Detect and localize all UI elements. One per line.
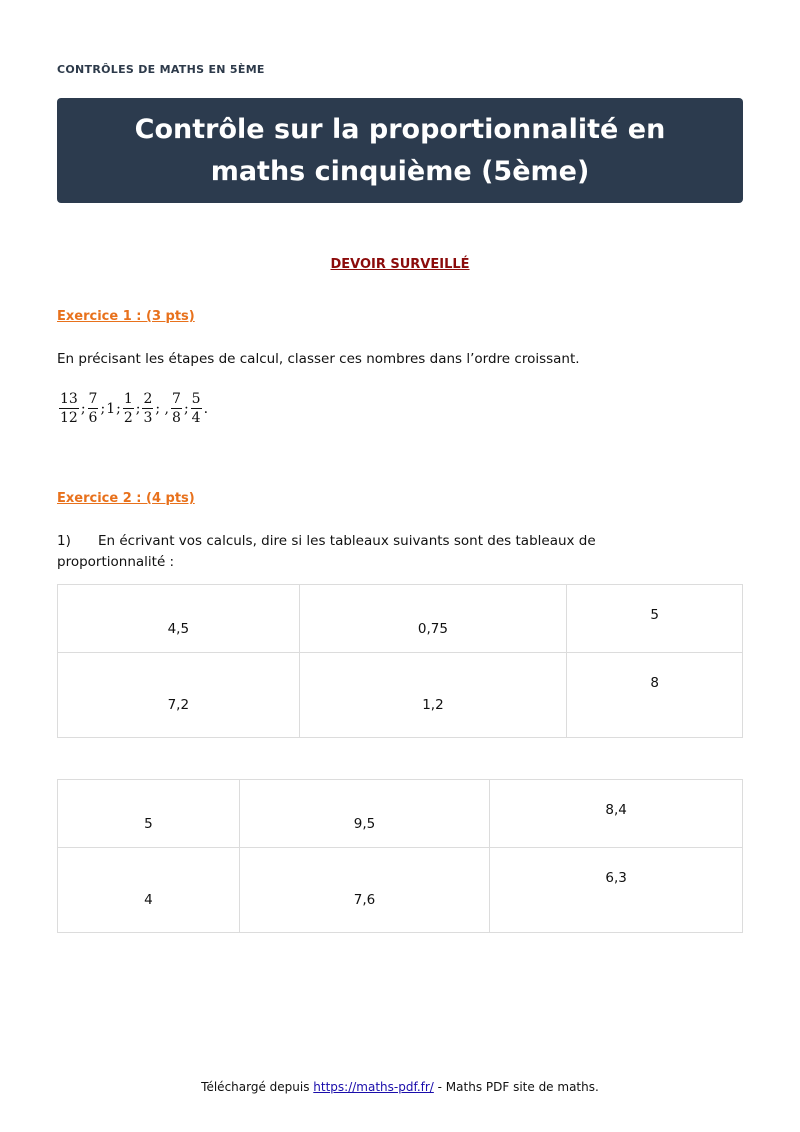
exercise2-question1 (57, 531, 697, 573)
table-cell: 4,5 (58, 585, 300, 653)
table-row (58, 653, 743, 738)
fraction-list: $\frac{13}{12}$ ; $\frac{7}{6}$ ; 1 ; $\frac{1}{2}$ ; $\frac{2}{3}$ ; , $\frac{7}{8}$ ; $\frac{5}{4}$ . (60, 391, 209, 426)
table-row (58, 780, 743, 848)
question-text: En écrivant vos calculs, dire si les tableaux suivants sont des tableaux de proportionnalité : (57, 533, 596, 570)
question-number: 1) (57, 533, 71, 549)
footer-prefix: Téléchargé depuis (201, 1080, 314, 1094)
footer (0, 1080, 800, 1094)
category-label: CONTRÔLES DE MATHS EN 5ÈME (57, 63, 265, 76)
table-cell: 4 (58, 848, 240, 933)
footer-link[interactable]: https://maths-pdf.fr/ (313, 1080, 434, 1094)
whole-number: 1 (106, 401, 116, 417)
fraction: $\frac{13}{12}$ (60, 391, 78, 426)
table-row (58, 848, 743, 933)
table-cell: 6,3 (490, 848, 743, 933)
table-cell: 0,75 (299, 585, 567, 653)
proportion-table-2 (57, 779, 743, 933)
table-cell: 8 (567, 653, 743, 738)
table-cell: 7,6 (239, 848, 490, 933)
table-cell: 5 (58, 780, 240, 848)
footer-suffix: - Maths PDF site de maths. (433, 1080, 599, 1094)
table-cell: 1,2 (299, 653, 567, 738)
fraction: $\frac{5}{4}$ (191, 391, 201, 426)
table-cell: 5 (567, 585, 743, 653)
fraction: $\frac{1}{2}$ (123, 391, 133, 426)
page-title: Contrôle sur la proportionnalité en maths cinquième (5ème) (134, 113, 666, 187)
table-cell: 8,4 (490, 780, 743, 848)
exercise2-title: Exercice 2 : (4 pts) (57, 491, 195, 506)
fraction: $\frac{2}{3}$ (143, 391, 153, 426)
fraction: $\frac{7}{8}$ (172, 391, 181, 426)
devoir-heading: DEVOIR SURVEILLÉ (330, 257, 470, 272)
title-banner (57, 98, 743, 203)
table-cell: 7,2 (58, 653, 300, 738)
fraction: $\frac{7}{6}$ (88, 391, 98, 426)
proportion-table-1 (57, 584, 743, 738)
table-cell: 9,5 (239, 780, 490, 848)
table-row (58, 585, 743, 653)
exercise1-instruction: En précisant les étapes de calcul, classer ces nombres dans l’ordre croissant. (57, 351, 580, 367)
exercise1-title: Exercice 1 : (3 pts) (57, 309, 195, 324)
